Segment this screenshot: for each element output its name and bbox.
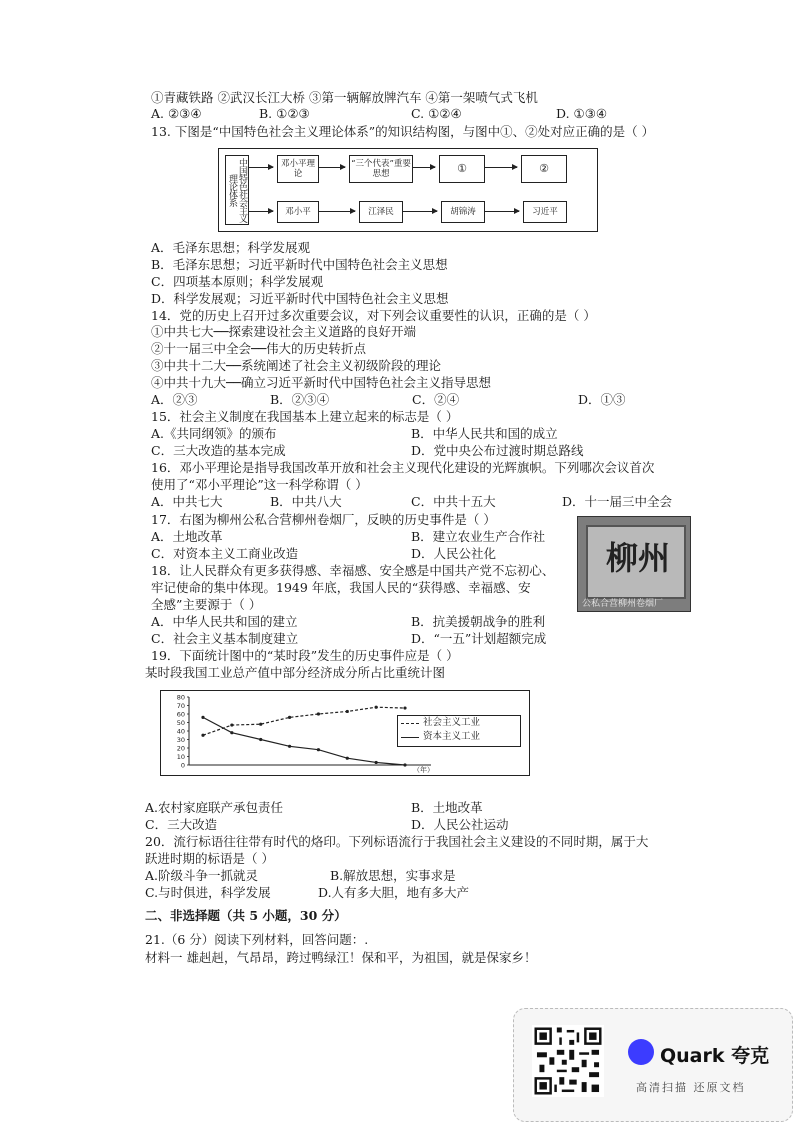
qr-code-icon — [532, 1025, 604, 1097]
q20-option-d: D.人有多大胆，地有多大产 — [318, 885, 470, 900]
q12-option-b: B. ①②③ — [259, 106, 310, 121]
diagram-top-3: ① — [439, 155, 485, 183]
q12-option-a: A. ②③④ — [151, 106, 202, 121]
quark-logo-icon — [628, 1039, 654, 1065]
q20-stem-line1: 20．流行标语往往带有时代的烙印。下列标语流行于我国社会主义建设的不同时期，属于大 — [145, 834, 649, 849]
data-point-series-1 — [288, 745, 291, 748]
q14-option-d: D．①③ — [578, 392, 626, 407]
y-tick-label: 50 — [176, 719, 185, 727]
q12-option-c: C. ①②④ — [411, 106, 462, 121]
data-point-series-0 — [230, 723, 233, 726]
diagram-top-2: “三个代表”重要思想 — [349, 155, 413, 183]
q16-option-c: C．中共十五大 — [411, 494, 496, 509]
data-point-series-1 — [403, 763, 406, 766]
data-point-series-0 — [259, 723, 262, 726]
q19-option-a: A.农村家庭联产承包责任 — [145, 800, 284, 815]
q18-option-a: A．中华人民共和国的建立 — [151, 614, 298, 629]
q18-option-b: B．抗美援朝战争的胜利 — [411, 614, 546, 629]
q17-stem: 17．右图为柳州公私合营柳州卷烟厂，反映的历史事件是（ ） — [151, 512, 496, 527]
q16-option-b: B．中共八大 — [270, 494, 342, 509]
q20-stem-line2: 跃进时期的标语是（ ） — [145, 851, 274, 866]
q17-option-a: A．土地改革 — [151, 529, 223, 544]
q15-option-c: C．三大改造的基本完成 — [151, 443, 286, 458]
q14-option-b: B．②③④ — [270, 392, 330, 407]
y-tick-label: 30 — [176, 736, 185, 744]
q17-option-d: D．人民公社化 — [411, 546, 497, 561]
q18-stem-line2: 牢记使命的集中体现。1949 年底，我国人民的“获得感、幸福感、安 — [151, 580, 531, 595]
diagram-bottom-4: 习近平 — [523, 201, 567, 223]
q17-option-b: B．建立农业生产合作社 — [411, 529, 546, 544]
x-axis-label: （年） — [413, 766, 434, 774]
theory-structure-diagram — [218, 148, 598, 232]
legend-entry-capitalist — [398, 730, 520, 744]
quark-watermark — [513, 1008, 793, 1122]
y-tick-label: 70 — [176, 702, 185, 710]
q12-option-d: D. ①③④ — [556, 106, 608, 121]
q14-stem: 14．党的历史上召开过多次重要会议，对下列会议重要性的认识，正确的是（ ） — [151, 308, 596, 323]
data-point-series-0 — [201, 734, 204, 737]
photo-caption: 公私合营柳州卷烟厂 — [582, 599, 664, 609]
q20-option-b: B.解放思想，实事求是 — [330, 868, 456, 883]
tobacco-factory-photo — [577, 516, 691, 612]
q17-option-c: C．对资本主义工商业改造 — [151, 546, 299, 561]
y-tick-label: 10 — [176, 753, 185, 761]
q14-item-1: ①中共七大──探索建设社会主义道路的良好开端 — [151, 324, 417, 339]
arrow-icon — [249, 167, 273, 168]
q14-item-4: ④中共十九大──确立习近平新时代中国特色社会主义指导思想 — [151, 375, 492, 390]
q16-option-d: D．十一届三中全会 — [562, 494, 673, 509]
diagram-bottom-3: 胡锦涛 — [441, 201, 485, 223]
q18-stem-line3: 全感”主要源于（ ） — [151, 597, 262, 612]
diagram-top-4: ② — [521, 155, 567, 183]
photo-signboard — [586, 525, 686, 599]
q19-chart-title: 某时段我国工业总产值中部分经济成分所占比重统计图 — [145, 665, 446, 680]
legend-solid-swatch — [401, 737, 419, 738]
q13-option-b: B．毛泽东思想；习近平新时代中国特色社会主义思想 — [151, 257, 448, 272]
data-point-series-0 — [403, 706, 406, 709]
quark-brand: Quark 夸克 — [660, 1045, 770, 1067]
q21-stem: 21.（6 分）阅读下列材料，回答问题：. — [145, 932, 369, 947]
q13-option-d: D．科学发展观；习近平新时代中国特色社会主义思想 — [151, 291, 449, 306]
y-tick-label: 60 — [176, 710, 185, 719]
q13-option-a: A．毛泽东思想；科学发展观 — [151, 240, 311, 255]
q14-item-2: ②十一届三中全会──伟大的历史转折点 — [151, 341, 367, 356]
diagram-top-1: 邓小平理论 — [277, 155, 319, 183]
q15-stem: 15．社会主义制度在我国基本上建立起来的标志是（ ） — [151, 409, 459, 424]
data-point-series-0 — [288, 716, 291, 719]
q15-option-a: A.《共同纲领》的颁布 — [151, 426, 277, 441]
arrow-icon — [249, 211, 273, 212]
arrow-icon — [485, 211, 519, 212]
arrow-icon — [319, 211, 355, 212]
arrow-icon — [413, 167, 435, 168]
arrow-icon — [319, 167, 345, 168]
photo-sign-text: 柳州 — [606, 539, 671, 577]
arrow-icon — [403, 211, 437, 212]
y-tick-label: 20 — [176, 744, 185, 753]
q19-option-c: C．三大改造 — [145, 817, 218, 832]
q14-option-a: A．②③ — [151, 392, 198, 407]
q13-stem: 13. 下图是“中国特色社会主义理论体系”的知识结构图，与图中①、②处对应正确的是（ ） — [151, 124, 655, 139]
q18-option-d: D．“一五”计划超额完成 — [411, 631, 547, 646]
data-point-series-1 — [230, 731, 233, 734]
legend-label-socialist: 社会主义工业 — [423, 717, 481, 728]
q15-option-b: B．中华人民共和国的成立 — [411, 426, 558, 441]
series-line-0 — [203, 707, 405, 735]
data-point-series-1 — [259, 738, 262, 741]
q20-option-c: C.与时俱进，科学发展 — [145, 885, 271, 900]
q14-option-c: C．②④ — [412, 392, 460, 407]
diagram-bottom-1: 邓小平 — [277, 201, 319, 223]
q20-option-a: A.阶级斗争一抓就灵 — [145, 868, 259, 883]
q13-option-c: C．四项基本原则；科学发展观 — [151, 274, 324, 289]
arrow-icon — [485, 167, 517, 168]
legend-label-capitalist: 资本主义工业 — [423, 731, 481, 742]
data-point-series-1 — [201, 716, 204, 719]
q19-stem: 19．下面统计图中的“某时段”发生的历史事件应是（ ） — [151, 648, 459, 663]
data-point-series-1 — [346, 757, 349, 760]
diagram-bottom-2: 江泽民 — [359, 201, 403, 223]
q16-option-a: A．中共七大 — [151, 494, 223, 509]
y-tick-label: 0 — [180, 761, 185, 770]
q12-items: ①青藏铁路 ②武汉长江大桥 ③第一辆解放牌汽车 ④第一架喷气式飞机 — [151, 90, 538, 105]
quark-slogan: 高清扫描 还原文档 — [636, 1081, 746, 1094]
data-point-series-0 — [346, 710, 349, 713]
q16-stem-line1: 16．邓小平理论是指导我国改革开放和社会主义现代化建设的光辉旗帜。下列哪次会议首次 — [151, 460, 655, 475]
q14-item-3: ③中共十二大──系统阐述了社会主义初级阶段的理论 — [151, 358, 442, 373]
data-point-series-1 — [317, 748, 320, 751]
industry-share-chart — [160, 690, 530, 776]
data-point-series-0 — [317, 712, 320, 715]
q19-option-b: B．土地改革 — [411, 800, 483, 815]
y-tick-label: 80 — [176, 693, 185, 702]
q18-option-c: C．社会主义基本制度建立 — [151, 631, 299, 646]
legend-entry-socialist — [398, 716, 520, 730]
y-tick-label: 40 — [176, 727, 185, 736]
section-2-heading: 二、非选择题（共 5 小题，30 分） — [145, 908, 347, 923]
diagram-system-box: 中国特色社会主义理论体系 — [225, 155, 249, 225]
data-point-series-0 — [375, 706, 378, 709]
q18-stem-line1: 18．让人民群众有更多获得感、幸福感、安全感是中国共产党不忘初心、 — [151, 563, 555, 578]
q15-option-d: D．党中央公布过渡时期总路线 — [411, 443, 584, 458]
chart-legend — [397, 715, 521, 747]
data-point-series-1 — [375, 761, 378, 764]
q21-material-1: 材料一 雄赳赳，气昂昂，跨过鸭绿江！保和平，为祖国，就是保家乡！ — [145, 950, 537, 965]
q16-stem-line2: 使用了“邓小平理论”这一科学称谓（ ） — [151, 477, 368, 492]
q19-option-d: D．人民公社运动 — [411, 817, 509, 832]
legend-dashed-swatch — [401, 723, 419, 724]
